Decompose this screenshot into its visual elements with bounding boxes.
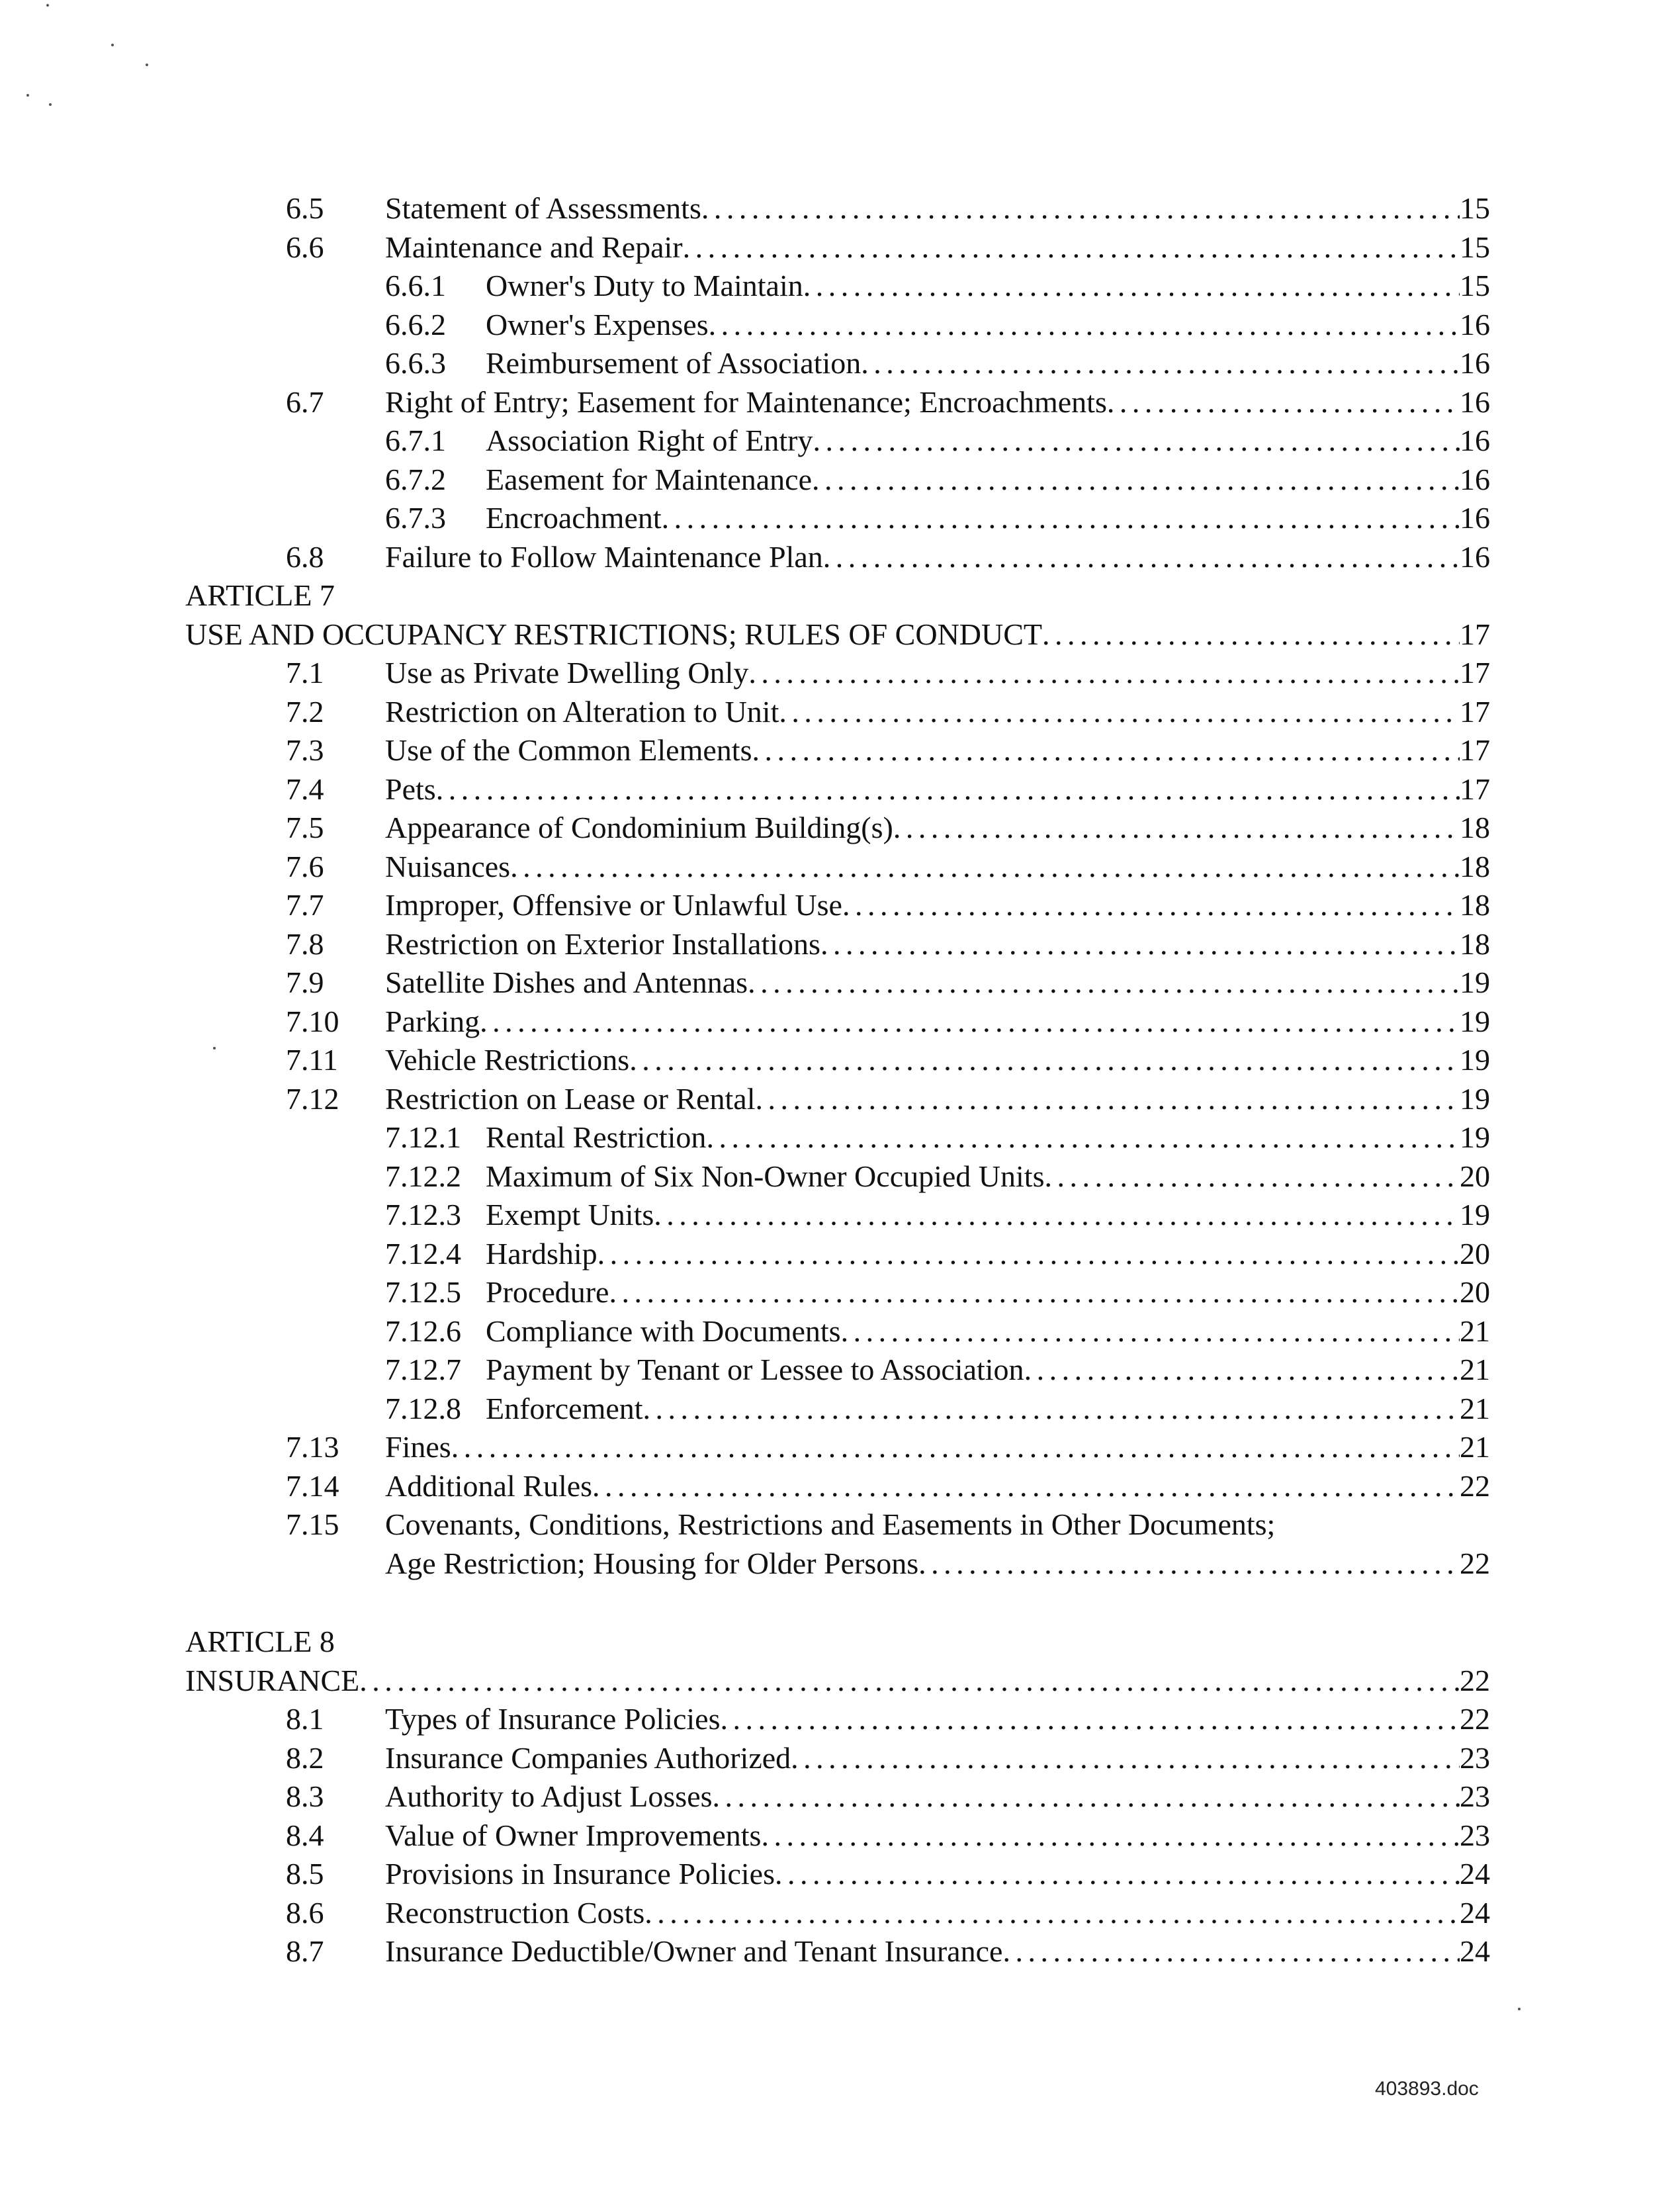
toc-entry-number: 8.7 — [286, 1934, 324, 1968]
toc-entry-number: 7.4 — [286, 772, 324, 806]
toc-entry-leader — [385, 1428, 1490, 1467]
toc-entry-number: 7.13 — [286, 1430, 339, 1464]
toc-section — [185, 654, 1490, 693]
dot-leader — [713, 1777, 1460, 1816]
toc-subsection — [185, 1390, 1490, 1429]
toc-entry-title: Rental Restriction — [486, 1118, 706, 1157]
dot-leader — [791, 1739, 1460, 1778]
toc-section — [185, 770, 1490, 809]
toc-section — [185, 1739, 1490, 1778]
toc-entry-number: 7.3 — [286, 733, 324, 767]
toc-entry-page: 17 — [1460, 693, 1490, 732]
toc-entry-title: Enforcement — [486, 1390, 643, 1429]
toc-entry-number: 6.6.3 — [385, 346, 446, 380]
toc-entry-number: 6.6.2 — [385, 307, 446, 341]
toc-section — [185, 693, 1490, 732]
toc-entry-leader — [185, 1662, 1490, 1701]
toc-entry-number: 8.2 — [286, 1740, 324, 1775]
dot-leader — [761, 1816, 1460, 1855]
toc-entry-number: 6.5 — [286, 191, 324, 225]
toc-entry-number: 6.7 — [286, 384, 324, 419]
dot-leader — [1042, 615, 1460, 654]
dot-leader — [720, 1700, 1460, 1739]
dot-leader — [1002, 1932, 1460, 1971]
toc-entry-title: Fines — [385, 1428, 451, 1467]
toc-entry-leader — [385, 1777, 1490, 1816]
toc-section — [185, 925, 1490, 964]
toc-entry-page: 20 — [1460, 1157, 1490, 1196]
dot-leader — [813, 422, 1460, 461]
toc-entry-leader — [486, 1273, 1490, 1312]
toc-entry-leader — [385, 886, 1490, 925]
toc-section-continuation — [185, 1544, 1490, 1584]
toc-entry-page: 15 — [1460, 189, 1490, 228]
toc-entry-number: 8.3 — [286, 1779, 324, 1813]
dot-leader — [709, 306, 1460, 345]
toc-entry-page: 17 — [1460, 615, 1490, 654]
toc-entry-title: Association Right of Entry — [486, 422, 813, 461]
toc-entry-number: 6.6.1 — [385, 269, 446, 302]
document-id: 403893.doc — [1375, 2078, 1479, 2100]
toc-entry-page: 21 — [1460, 1428, 1490, 1467]
toc-entry-page: 23 — [1460, 1739, 1490, 1778]
scan-speck — [46, 4, 49, 7]
scan-speck — [26, 94, 29, 97]
toc-entry-number: 7.12.2 — [385, 1159, 461, 1193]
toc-section — [185, 809, 1490, 848]
toc-entry-number: 6.7.2 — [385, 462, 446, 496]
dot-leader — [748, 654, 1460, 693]
toc-entry-leader — [385, 1855, 1490, 1894]
toc-subsection — [185, 1118, 1490, 1157]
toc-entry-leader — [385, 731, 1490, 770]
dot-leader — [779, 693, 1460, 732]
toc-entry-title: Authority to Adjust Losses — [385, 1777, 713, 1816]
toc-entry-page: 19 — [1460, 1003, 1490, 1042]
dot-leader — [592, 1467, 1460, 1506]
dot-leader — [609, 1273, 1460, 1312]
dot-leader — [918, 1544, 1460, 1584]
toc-subsection — [185, 1351, 1490, 1390]
toc-entry-title: Nuisances — [385, 848, 510, 887]
section-spacer — [185, 1583, 1490, 1623]
toc-entry-leader — [486, 344, 1490, 383]
toc-entry-leader — [385, 770, 1490, 809]
toc-entry-title: Types of Insurance Policies — [385, 1700, 720, 1739]
dot-leader — [510, 848, 1460, 887]
toc-section — [185, 228, 1490, 267]
toc-entry-leader — [385, 1932, 1490, 1971]
toc-entry-leader — [385, 963, 1490, 1003]
toc-entry-leader — [385, 538, 1490, 577]
dot-leader — [359, 1662, 1460, 1701]
toc-entry-number: 7.7 — [286, 888, 324, 922]
toc-entry-title: Owner's Expenses — [486, 306, 709, 345]
toc-entry-title: Pets — [385, 770, 436, 809]
toc-entry-title: USE AND OCCUPANCY RESTRICTIONS; RULES OF CONDUCT — [185, 615, 1042, 654]
toc-entry-title: INSURANCE — [185, 1662, 359, 1701]
toc-section — [185, 1816, 1490, 1855]
dot-leader — [629, 1041, 1460, 1080]
toc-article-heading — [185, 1662, 1490, 1701]
toc-entry-number: 7.12.7 — [385, 1353, 461, 1386]
toc-entry-title: Compliance with Documents — [486, 1312, 841, 1351]
toc-entry-page: 17 — [1460, 654, 1490, 693]
toc-entry-title: Encroachment — [486, 499, 662, 538]
toc-entry-number: 7.15 — [286, 1507, 339, 1541]
toc-entry-title: Failure to Follow Maintenance Plan — [385, 538, 823, 577]
toc-entry-page: 19 — [1460, 963, 1490, 1003]
toc-entry-number: 7.14 — [286, 1468, 339, 1503]
toc-entry-title: Reimbursement of Association — [486, 344, 861, 383]
toc-entry-title: Use of the Common Elements — [385, 731, 752, 770]
dot-leader — [803, 267, 1460, 306]
dot-leader — [480, 1003, 1460, 1042]
toc-entry-page: 16 — [1460, 383, 1490, 422]
toc-entry-title: Owner's Duty to Maintain — [486, 267, 803, 306]
dot-leader — [436, 770, 1460, 809]
dot-leader — [756, 1080, 1460, 1119]
toc-entry-number: 8.4 — [286, 1818, 324, 1852]
toc-entry-title: Maintenance and Repair — [385, 228, 683, 267]
toc-entry-leader — [185, 615, 1490, 654]
toc-entry-title: Right of Entry; Easement for Maintenance; Encroachments — [385, 383, 1107, 422]
toc-entry-leader — [486, 1235, 1490, 1274]
toc-entry-leader — [385, 1544, 1490, 1584]
toc-section — [185, 963, 1490, 1003]
toc-entry-leader — [385, 1003, 1490, 1042]
toc-section — [185, 1894, 1490, 1933]
dot-leader — [861, 344, 1460, 383]
toc-entry-number: 7.9 — [286, 965, 324, 999]
toc-entry-page: 18 — [1460, 809, 1490, 848]
toc-entry-page: 21 — [1460, 1390, 1490, 1429]
dot-leader — [683, 228, 1460, 267]
toc-entry-title: Value of Owner Improvements — [385, 1816, 761, 1855]
toc-subsection — [185, 422, 1490, 461]
toc-entry-leader — [385, 228, 1490, 267]
toc-entry-leader — [385, 1739, 1490, 1778]
toc-entry-page: 15 — [1460, 228, 1490, 267]
scan-speck — [49, 103, 52, 106]
toc-entry-leader — [385, 189, 1490, 228]
dot-leader — [820, 925, 1460, 964]
toc-entry-leader — [385, 654, 1490, 693]
toc-entry-page: 19 — [1460, 1196, 1490, 1235]
toc-entry-leader — [486, 422, 1490, 461]
toc-entry-number: 7.2 — [286, 694, 324, 729]
toc-entry-leader — [486, 1351, 1490, 1390]
toc-entry-page: 24 — [1460, 1932, 1490, 1971]
toc-entry-page: 22 — [1460, 1662, 1490, 1701]
toc-subsection — [185, 1157, 1490, 1196]
toc-entry-title: Insurance Deductible/Owner and Tenant Insurance — [385, 1932, 1002, 1971]
toc-entry-leader — [486, 1312, 1490, 1351]
toc-entry-number: 7.5 — [286, 811, 324, 844]
toc-entry-number: 7.10 — [286, 1004, 339, 1038]
toc-entry-page: 16 — [1460, 422, 1490, 461]
toc-entry-title: Payment by Tenant or Lessee to Association — [486, 1351, 1024, 1390]
toc-entry-page: 18 — [1460, 848, 1490, 887]
dot-leader — [662, 499, 1460, 538]
toc-section — [185, 731, 1490, 770]
toc-subsection — [185, 1196, 1490, 1235]
toc-entry-leader — [385, 848, 1490, 887]
toc-section — [185, 886, 1490, 925]
toc-entry-title: Restriction on Alteration to Unit — [385, 693, 779, 732]
dot-leader — [597, 1235, 1460, 1274]
toc-entry-page: 19 — [1460, 1080, 1490, 1119]
toc-entry-title: Age Restriction; Housing for Older Persons — [385, 1544, 918, 1584]
toc-entry-page: 22 — [1460, 1700, 1490, 1739]
toc-entry-title: ARTICLE 7 — [185, 578, 335, 612]
toc-subsection — [185, 306, 1490, 345]
toc-article-heading — [185, 1623, 1490, 1662]
toc-article-heading — [185, 615, 1490, 654]
toc-section — [185, 1080, 1490, 1119]
scan-speck — [1518, 2008, 1521, 2010]
toc-entry-leader — [385, 1467, 1490, 1506]
toc-entry-title: Insurance Companies Authorized — [385, 1739, 791, 1778]
dot-leader — [893, 809, 1460, 848]
toc-entry-page: 19 — [1460, 1118, 1490, 1157]
toc-section — [185, 538, 1490, 577]
toc-entry-page: 19 — [1460, 1041, 1490, 1080]
toc-entry-title: Additional Rules — [385, 1467, 592, 1506]
toc-entry-title: Easement for Maintenance — [486, 461, 812, 500]
toc-entry-leader — [486, 306, 1490, 345]
toc-section — [185, 1467, 1490, 1506]
toc-entry-number: 7.12.5 — [385, 1275, 461, 1309]
toc-section — [185, 383, 1490, 422]
toc-entry-leader — [486, 499, 1490, 538]
toc-entry-page: 18 — [1460, 886, 1490, 925]
toc-entry-leader — [385, 1041, 1490, 1080]
toc-entry-title: Exempt Units — [486, 1196, 654, 1235]
toc-entry-page: 20 — [1460, 1235, 1490, 1274]
toc-entry-leader — [385, 1700, 1490, 1739]
toc-section — [185, 848, 1490, 887]
scan-speck — [111, 44, 114, 46]
dot-leader — [654, 1196, 1460, 1235]
dot-leader — [644, 1894, 1460, 1933]
toc-entry-number: 7.12.3 — [385, 1198, 461, 1231]
toc-entry-leader — [385, 809, 1490, 848]
table-of-contents — [185, 189, 1490, 1971]
toc-entry-number: 7.11 — [286, 1043, 338, 1077]
toc-entry-number: 7.12.6 — [385, 1314, 461, 1348]
toc-entry-number: 7.12.1 — [385, 1120, 461, 1154]
toc-section — [185, 1855, 1490, 1894]
dot-leader — [706, 1118, 1460, 1157]
toc-entry-page: 16 — [1460, 538, 1490, 577]
dot-leader — [823, 538, 1460, 577]
toc-entry-page: 23 — [1460, 1816, 1490, 1855]
dot-leader — [1024, 1351, 1460, 1390]
dot-leader — [842, 886, 1460, 925]
dot-leader — [643, 1390, 1460, 1429]
toc-entry-number: 8.6 — [286, 1895, 324, 1930]
toc-entry-title: Satellite Dishes and Antennas — [385, 963, 748, 1003]
toc-section — [185, 1041, 1490, 1080]
toc-entry-page: 20 — [1460, 1273, 1490, 1312]
toc-entry-leader — [385, 925, 1490, 964]
toc-section — [185, 1777, 1490, 1816]
toc-entry-page: 24 — [1460, 1855, 1490, 1894]
toc-entry-title: Restriction on Lease or Rental — [385, 1080, 756, 1119]
toc-entry-number: 7.6 — [286, 849, 324, 883]
toc-entry-page: 15 — [1460, 267, 1490, 306]
dot-leader — [752, 731, 1460, 770]
toc-entry-page: 21 — [1460, 1312, 1490, 1351]
toc-entry-page: 18 — [1460, 925, 1490, 964]
toc-subsection — [185, 1235, 1490, 1274]
toc-section — [185, 1428, 1490, 1467]
toc-entry-page: 24 — [1460, 1894, 1490, 1933]
toc-entry-page: 22 — [1460, 1467, 1490, 1506]
toc-entry-title: Hardship — [486, 1235, 597, 1274]
dot-leader — [748, 963, 1460, 1003]
toc-entry-leader — [486, 1157, 1490, 1196]
toc-entry-page: 16 — [1460, 344, 1490, 383]
toc-entry-number: 8.1 — [286, 1702, 324, 1736]
toc-section — [185, 1505, 1490, 1544]
toc-entry-leader — [385, 1894, 1490, 1933]
toc-entry-number: 6.6 — [286, 230, 324, 264]
toc-entry-title: Covenants, Conditions, Restrictions and Easements in Other Documents; — [385, 1507, 1276, 1541]
toc-entry-title: Improper, Offensive or Unlawful Use — [385, 886, 842, 925]
toc-entry-title: ARTICLE 8 — [185, 1625, 335, 1658]
toc-entry-title: Statement of Assessments — [385, 189, 701, 228]
toc-entry-title: Parking — [385, 1003, 480, 1042]
dot-leader — [701, 189, 1460, 228]
toc-section — [185, 1932, 1490, 1971]
toc-entry-number: 6.7.3 — [385, 501, 446, 535]
toc-subsection — [185, 344, 1490, 383]
scan-speck — [146, 64, 148, 66]
dot-leader — [812, 461, 1460, 500]
toc-entry-leader — [486, 1390, 1490, 1429]
toc-entry-page: 17 — [1460, 731, 1490, 770]
toc-entry-number: 6.8 — [286, 539, 324, 574]
toc-entry-page: 22 — [1460, 1544, 1490, 1584]
toc-subsection — [185, 267, 1490, 306]
toc-entry-number: 8.5 — [286, 1857, 324, 1891]
dot-leader — [775, 1855, 1460, 1894]
toc-entry-leader — [486, 461, 1490, 500]
toc-entry-page: 17 — [1460, 770, 1490, 809]
toc-entry-title: Procedure — [486, 1273, 609, 1312]
dot-leader — [1107, 383, 1460, 422]
toc-article-heading — [185, 576, 1490, 615]
toc-entry-number: 7.1 — [286, 656, 324, 690]
toc-section — [185, 1700, 1490, 1739]
toc-entry-leader — [486, 267, 1490, 306]
toc-subsection — [185, 461, 1490, 500]
toc-entry-number: 7.8 — [286, 926, 324, 961]
toc-entry-page: 21 — [1460, 1351, 1490, 1390]
toc-subsection — [185, 1273, 1490, 1312]
toc-entry-number: 7.12.8 — [385, 1391, 461, 1425]
toc-subsection — [185, 1312, 1490, 1351]
toc-entry-page: 16 — [1460, 499, 1490, 538]
toc-entry-title: Appearance of Condominium Building(s) — [385, 809, 893, 848]
toc-entry-title: Restriction on Exterior Installations — [385, 925, 820, 964]
toc-entry-number: 7.12 — [286, 1081, 339, 1116]
toc-entry-page: 23 — [1460, 1777, 1490, 1816]
toc-entry-title: Maximum of Six Non-Owner Occupied Units — [486, 1157, 1045, 1196]
toc-entry-leader — [385, 1080, 1490, 1119]
toc-entry-page: 16 — [1460, 306, 1490, 345]
toc-entry-title: Use as Private Dwelling Only — [385, 654, 748, 693]
toc-entry-title: Provisions in Insurance Policies — [385, 1855, 775, 1894]
toc-subsection — [185, 499, 1490, 538]
toc-section — [185, 189, 1490, 228]
toc-entry-leader — [385, 693, 1490, 732]
toc-entry-title: Reconstruction Costs — [385, 1894, 644, 1933]
toc-entry-leader — [385, 383, 1490, 422]
dot-leader — [1045, 1157, 1460, 1196]
toc-entry-leader — [486, 1196, 1490, 1235]
toc-entry-number: 6.7.1 — [385, 424, 446, 457]
toc-entry-leader — [486, 1118, 1490, 1157]
toc-entry-leader — [385, 1816, 1490, 1855]
dot-leader — [451, 1428, 1460, 1467]
toc-section — [185, 1003, 1490, 1042]
toc-entry-page: 16 — [1460, 461, 1490, 500]
toc-entry-title: Vehicle Restrictions — [385, 1041, 629, 1080]
toc-entry-number: 7.12.4 — [385, 1236, 461, 1271]
dot-leader — [841, 1312, 1460, 1351]
